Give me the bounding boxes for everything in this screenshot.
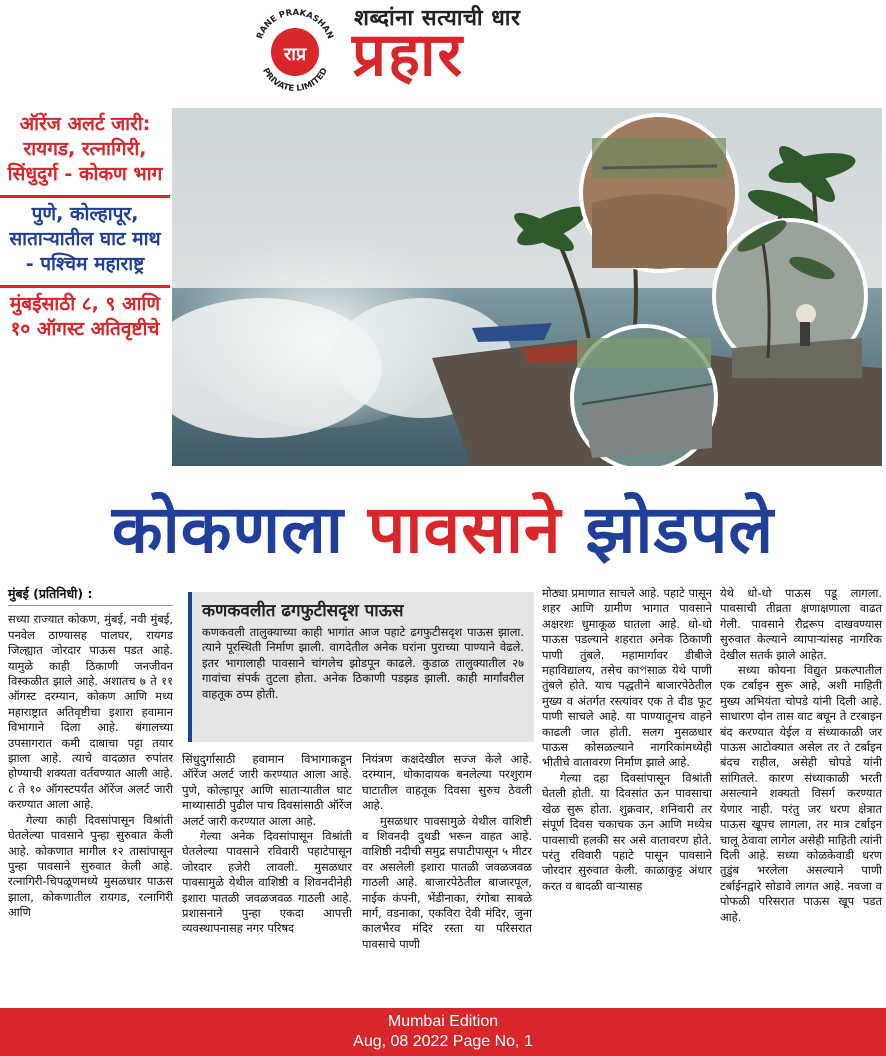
paragraph: सध्या कोयना विद्युत प्रकल्पातील एक टर्बाइन सुरू आहे, अशी माहिती मुख्य अभियंता चोपडे यांनी दिली आहे. साधारण दोन तास वाट बघून ते टरबाइन बंद करण्यात येईल व संध्याकाळी जर पाऊस आटोक्यात असेल तर ते टर्बाइन बंदच राहील, असेही चोपडे यांनी सांगितले. कारण संध्याकाळी भरती असल्याने शक्यतो विसर्ग करण्यात येणार नाही. परंतु जर धरण क्षेत्रात पाऊस खूपच लागला, तर मात्र टर्बाइन चालू ठेवावा लागेल असेही माहिती त्यांनी दिली आहे. सध्या कोळकेवाडी धरण तुडुंब भरलेला असल्याने पाणी टर्बाईनद्वारे सोडावे लागत आहे. नवजा व पोफळी परिसरात पाऊस खूप पडत आहे. [720,663,882,924]
svg-text:PRIVATE LIMITED: PRIVATE LIMITED [260,66,330,94]
article-column-5 [720,586,882,925]
headline-part-3: झोडपले [585,491,775,568]
edition-date-page: Aug, 08 2022 Page No, 1 [353,1033,533,1050]
article-column-3 [362,752,532,952]
sidebox-kankavli [188,592,534,742]
paragraph: सिंधुदुर्गासाठी हवामान विभागाकडून ऑरेंज अलर्ट जारी करण्यात आला आहे. पुणे, कोल्हापूर आणि साताऱ्यातील घाट माथ्यासाठी पुढील पाच दिवसांसाठी ऑरेंज अलर्ट जारी करण्यात आला आहे. [182,752,352,828]
paragraph: मुसळधार पावसामुळे येथील वाशिष्टी व शिवनदी दुथडी भरून वाहत आहे. वाशिष्ठी नदीची समुद्र सपाटीपासून ५ मीटर वर असलेली इशारा पातळी जवळजवळ गाठली आहे. बाजारपेठेतील बाजारपूल, नाईक कंपनी, भेंडीनाका, रंगोबा साबळे मार्ग, वडनाका, एकविरा देवी मंदिर, जुना कालभैरव मंदिर रस्ता या परिसरात पावसाचे पाणी [362,813,532,951]
masthead-tagline: शब्दांना सत्याची धार [354,5,521,31]
headline-part-1: कोकणला [111,491,344,568]
edition-footer [0,1008,886,1056]
paragraph: येथे धो-धो पाऊस पडू लागला. पावसाची तीव्रता क्षणाक्षणाला वाढत गेली. पावसाने रौद्ररूप दाखवण्यास सुरुवात केल्याने व्यापाऱ्यांसह नागरिक देखील सतर्क झाले आहेत. [720,586,882,662]
article-body [8,586,882,1006]
paragraph: गेल्या अनेक दिवसांपासून विश्रांती घेतलेल्या पावसाने रविवारी पहाटेपासून जोरदार हजेरी लावली. मुसळधार पावसामुळे येथील वाशिष्ठी व शिवनदीनेही इशारा पातळी जवळजवळ गाठली आहे. प्रशासनाने पुन्हा एकदा आपत्ती व्यवस्थापनासह नगर परिषद [182,829,352,936]
sidebox-title: कणकवलीत ढगफुटीसदृश पाऊस [202,601,404,621]
paragraph: गेल्या काही दिवसांपासून विश्रांती घेतलेल्या पावसाने पुन्हा सुरुवात केली आहे. कोकणात मागील १२ तासांपासून पुन्हा पावसाने सुरुवात केली आहे. रत्नागिरी-चिपळूणमध्ये मुसळधार पाऊस झाला, कोकणातील रायगड, रत्नागिरी आणि [8,812,173,920]
alerts-column [0,108,170,466]
masthead [0,0,886,100]
article-column-1 [8,586,173,921]
sidebox-body: कणकवली तालुक्याच्या काही भागांत आज पहाटे ढगफुटीसदृश पाऊस झाला. त्याने पूरस्थिती निर्माण झाली. वागदेतील अनेक घरांना पुराच्या पाण्याने वेढले. इतर भागालाही पावसाने चांगलेच झोडपून काढले. कुडाळ तालुक्यातील २७ गावांचा संपर्क तुटला होता. अनेक ठिकाणी पडझड झाली. काही मार्गांवरील वाहतूक ठप्प होती. [202,625,524,701]
edition-name: Mumbai Edition [387,1013,499,1030]
newspaper-name: प्रहार [352,20,465,90]
svg-text:RANE PRAKASHAN: RANE PRAKASHAN [254,7,336,41]
paragraph: नियंत्रण कक्षदेखील सज्ज केले आहे. दरम्यान, धोकादायक बनलेल्या परशुराम घाटातील वाहतूक दिवसा सुरुच ठेवली आहे. [362,752,532,813]
publisher-seal-logo [246,6,344,94]
svg-text:राप्र: राप्र [283,44,307,65]
paragraph: सध्या राज्यात कोकण, मुंबई, नवी मुंबई, पनवेल ठाण्यासह पालघर, रायगड जिल्ह्यात जोरदार पाऊस पडत आहे. यामुळे काही ठिकाणी जनजीवन विस्कळीत झाले आहे. अशातच ७ ते ११ ऑगस्ट दरम्यान, कोकण आणि मध्य महाराष्ट्रात अतिवृष्टीचा इशारा हवामान विभागाने दिला आहे. बंगालच्या उपसागरात कमी दाबाचा पट्टा तयार झाला आहे. त्याचे वादळात रुपांतर होण्याची शक्यता वर्तवण्यात आली आहे. ८ ते १० ऑगस्टपर्यंत ऑरेंज अलर्ट जारी करण्यात आला आहे. [8,612,173,812]
headline-part-2: पावसाने [367,491,562,568]
paragraph: मोठ्या प्रमाणात साचले आहे. पहाटे पासून शहर आणि ग्रामीण भागात पावसाने अक्षरशः धुमाकूळ घातला आहे. धो-धो पाऊस पडल्याने शहरात अनेक ठिकाणी पाणी तुंबले. महामार्गावर डीबीजे महाविद्यालय, तसेच काপसाळ येथे पाणी तुंबले होते. याच पद्धतीने बाजारपेठेतील मुख्य व अंतर्गत रस्त्यांवर एक ते दीड फूट पाणी साचले आहे. या पाण्यातूनच वाहने काढली जात होती. सलग मुसळधार पाऊस कोसळल्याने नागरिकांमध्येही भीतीचे वातावरण निर्माण झाले आहे. [542,586,712,770]
article-column-4 [542,586,712,894]
alert-mumbai: मुंबईसाठी ८, ९ आणि १० ऑगस्ट अतिवृष्टीचे [9,293,161,340]
storm-photo-collage [172,108,882,466]
byline: मुंबई (प्रतिनिधी) : [8,586,173,606]
main-headline [0,490,886,570]
alert-western-maharashtra: पुणे, कोल्हापूर, साताऱ्यातील घाट माथ - पश्चिम महाराष्ट्र [0,198,170,288]
article-column-2 [182,752,352,937]
paragraph: गेल्या दहा दिवसांपासून विश्रांती घेतली होती. या दिवसांत ऊन पावसाचा खेळ सुरू होता. शुक्रवार, शनिवारी तर संपूर्ण दिवस चकाचक ऊन आणि मध्येच पावसाची हलकी सर असे वातावरण होते. परंतु रविवारी पहाटे पासून पावसाने जोरदार सुरुवात केली. काळाकुट्ट अंधार करत व बादळी वाऱ्यासह [542,770,712,893]
alert-konkan: ऑरेंज अलर्ट जारी: रायगड, रत्नागिरी, सिंधुदुर्ग - कोकण भाग [0,108,170,198]
